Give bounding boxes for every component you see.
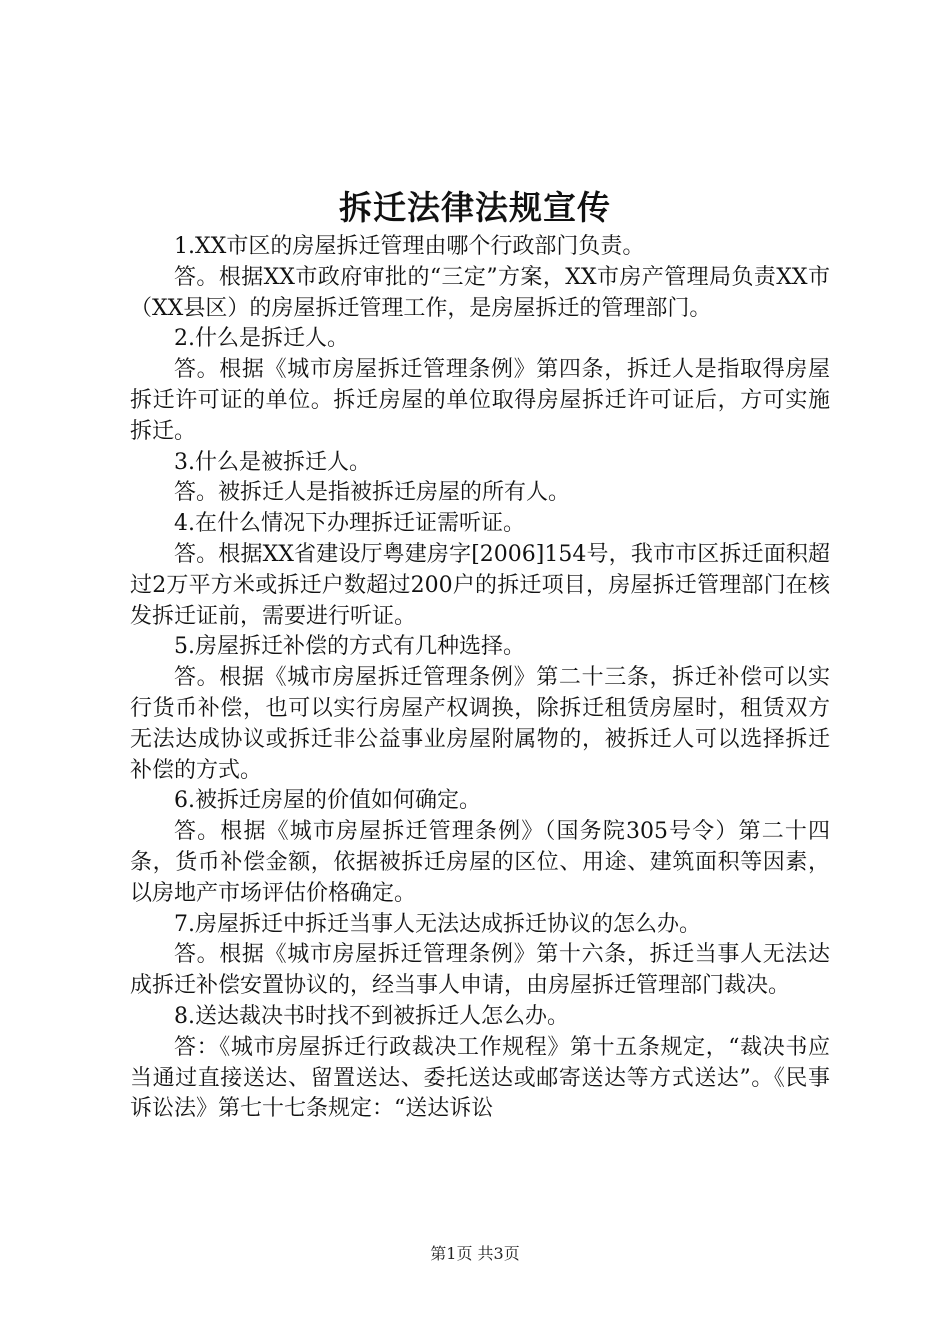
page-title: 拆迁法律法规宣传	[339, 188, 611, 227]
question-2: 2.什么是拆迁人。	[174, 326, 349, 352]
answer-2: 答。根据《城市房屋拆迁管理条例》第四条，拆迁人是指取得房屋拆迁许可证的单位。拆迁房屋的单位取得房屋拆迁许可证后，方可实施拆迁。	[130, 357, 830, 444]
question-8: 8.送达裁决书时找不到被拆迁人怎么办。	[174, 1003, 569, 1029]
document-body	[130, 232, 830, 1125]
question-6: 6.被拆迁房屋的价值如何确定。	[174, 788, 481, 814]
answer-1: 答。根据XX市政府审批的“三定”方案，XX市房产管理局负责XX市（XX县区）的房屋拆迁管理工作，是房屋拆迁的管理部门。	[130, 264, 830, 321]
question-4: 4.在什么情况下办理拆迁证需听证。	[174, 511, 525, 537]
answer-4: 答。根据XX省建设厅粤建房字[2006]154号，我市市区拆迁面积超过2万平方米或拆迁户数超过200户的拆迁项目，房屋拆迁管理部门在核发拆迁证前，需要进行听证。	[130, 541, 830, 629]
answer-3: 答。被拆迁人是指被拆迁房屋的所有人。	[174, 480, 571, 506]
answer-5: 答。根据《城市房屋拆迁管理条例》第二十三条，拆迁补偿可以实行货币补偿，也可以实行房屋产权调换，除拆迁租赁房屋时，租赁双方无法达成协议或拆迁非公益事业房屋附属物的，被拆迁人可以选择拆迁补偿的方式。	[130, 665, 830, 783]
answer-7: 答。根据《城市房屋拆迁管理条例》第十六条，拆迁当事人无法达成拆迁补偿安置协议的，经当事人申请，由房屋拆迁管理部门裁决。	[130, 942, 830, 999]
question-7: 7.房屋拆迁中拆迁当事人无法达成拆迁协议的怎么办。	[174, 911, 701, 937]
question-5: 5.房屋拆迁补偿的方式有几种选择。	[174, 634, 525, 660]
answer-6: 答。根据《城市房屋拆迁管理条例》（国务院305号令）第二十四条，货币补偿金额，依据被拆迁房屋的区位、用途、建筑面积等因素，以房地产市场评估价格确定。	[130, 819, 830, 906]
question-3: 3.什么是被拆迁人。	[174, 449, 371, 475]
answer-8: 答：《城市房屋拆迁行政裁决工作规程》第十五条规定，“裁决书应当通过直接送达、留置送达、委托送达或邮寄送达等方式送达”。《民事诉讼法》第七十七条规定：“送达诉讼	[130, 1034, 830, 1122]
question-1: 1.XX市区的房屋拆迁管理由哪个行政部门负责。	[174, 234, 645, 259]
page-footer: 第1页 共3页	[430, 1244, 520, 1263]
